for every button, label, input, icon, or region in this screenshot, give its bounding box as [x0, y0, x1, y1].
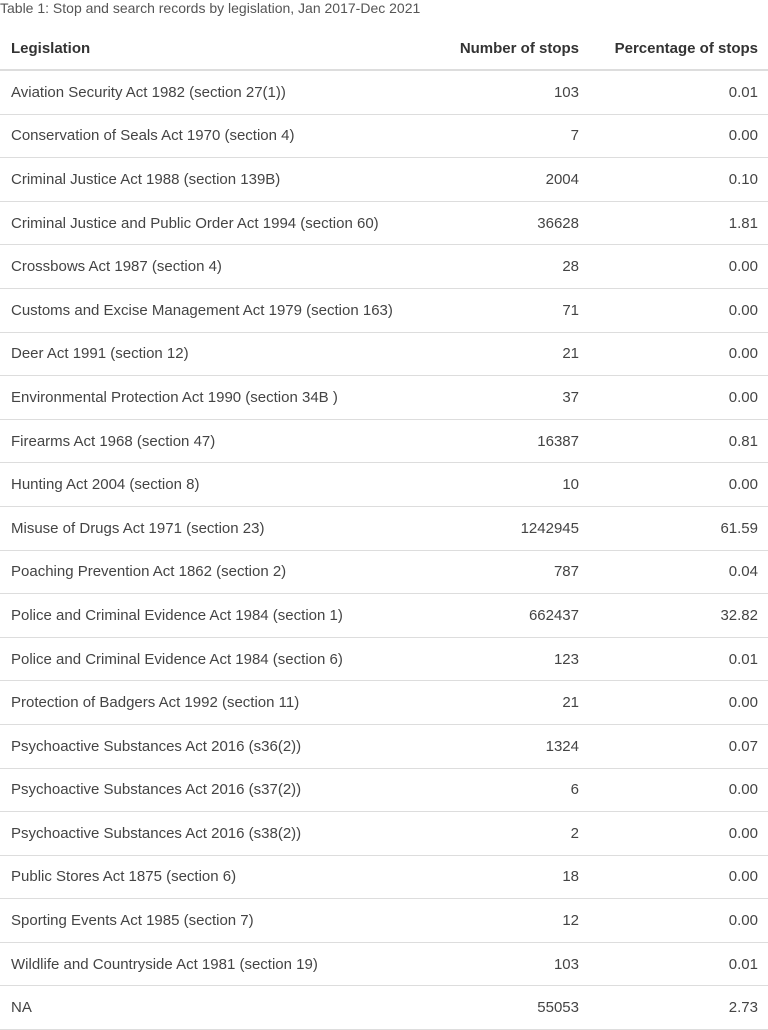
cell-percentage-of-stops: 1.81	[728, 214, 758, 232]
cell-number-of-stops: 787	[553, 563, 579, 581]
table-row	[0, 551, 768, 595]
table-header-row	[0, 27, 768, 71]
cell-number-of-stops: 21	[562, 345, 579, 363]
cell-legislation: Hunting Act 2004 (section 8)	[11, 476, 200, 494]
cell-legislation: Criminal Justice Act 1988 (section 139B)	[11, 170, 281, 188]
table-row	[0, 856, 768, 900]
cell-percentage-of-stops: 0.07	[728, 737, 758, 755]
cell-legislation: Public Stores Act 1875 (section 6)	[11, 868, 237, 886]
table-row	[0, 681, 768, 725]
cell-percentage-of-stops: 0.00	[728, 345, 758, 363]
cell-percentage-of-stops: 0.00	[728, 781, 758, 799]
cell-percentage-of-stops: 0.00	[728, 258, 758, 276]
cell-number-of-stops: 21	[562, 694, 579, 712]
cell-number-of-stops: 28	[562, 258, 579, 276]
cell-percentage-of-stops: 0.04	[728, 563, 758, 581]
cell-legislation: Customs and Excise Management Act 1979 (section 163)	[11, 301, 393, 319]
cell-percentage-of-stops: 0.10	[728, 170, 758, 188]
table-row	[0, 420, 768, 464]
cell-legislation: Sporting Events Act 1985 (section 7)	[11, 912, 254, 930]
cell-percentage-of-stops: 0.00	[728, 868, 758, 886]
cell-percentage-of-stops: 0.01	[728, 650, 758, 668]
table-row	[0, 245, 768, 289]
cell-number-of-stops: 55053	[537, 999, 579, 1017]
table-row	[0, 594, 768, 638]
cell-percentage-of-stops: 0.00	[728, 824, 758, 842]
cell-percentage-of-stops: 61.59	[720, 519, 758, 537]
cell-number-of-stops: 12	[562, 912, 579, 930]
cell-number-of-stops: 16387	[537, 432, 579, 450]
cell-legislation: Deer Act 1991 (section 12)	[11, 345, 189, 363]
cell-legislation: Police and Criminal Evidence Act 1984 (section 1)	[11, 606, 343, 624]
table-row	[0, 333, 768, 377]
cell-legislation: Police and Criminal Evidence Act 1984 (section 6)	[11, 650, 343, 668]
table-row	[0, 899, 768, 943]
column-header-legislation: Legislation	[11, 39, 91, 57]
table-row	[0, 638, 768, 682]
table-caption: Table 1: Stop and search records by legislation, Jan 2017-Dec 2021	[0, 0, 421, 16]
table-body	[0, 71, 768, 1030]
table-row	[0, 986, 768, 1030]
cell-number-of-stops: 37	[562, 388, 579, 406]
column-header-number-of-stops: Number of stops	[459, 39, 579, 57]
cell-legislation: Misuse of Drugs Act 1971 (section 23)	[11, 519, 265, 537]
cell-percentage-of-stops: 0.00	[728, 912, 758, 930]
cell-number-of-stops: 10	[562, 476, 579, 494]
cell-number-of-stops: 71	[562, 301, 579, 319]
cell-percentage-of-stops: 0.81	[728, 432, 758, 450]
cell-number-of-stops: 103	[553, 83, 579, 101]
cell-legislation: Firearms Act 1968 (section 47)	[11, 432, 216, 450]
cell-legislation: Environmental Protection Act 1990 (section 34B )	[11, 388, 338, 406]
table-row	[0, 289, 768, 333]
table-row	[0, 202, 768, 246]
table-row	[0, 376, 768, 420]
cell-legislation: Conservation of Seals Act 1970 (section 4)	[11, 127, 295, 145]
cell-legislation: NA	[11, 999, 32, 1017]
cell-legislation: Wildlife and Countryside Act 1981 (section 19)	[11, 955, 318, 973]
cell-percentage-of-stops: 0.00	[728, 301, 758, 319]
cell-number-of-stops: 18	[562, 868, 579, 886]
table-row	[0, 812, 768, 856]
cell-legislation: Crossbows Act 1987 (section 4)	[11, 258, 222, 276]
table-row	[0, 769, 768, 813]
cell-legislation: Psychoactive Substances Act 2016 (s37(2))	[11, 781, 302, 799]
table-row	[0, 115, 768, 159]
cell-number-of-stops: 123	[553, 650, 579, 668]
cell-percentage-of-stops: 2.73	[728, 999, 758, 1017]
column-header-percentage-of-stops: Percentage of stops	[614, 39, 758, 57]
cell-percentage-of-stops: 0.00	[728, 476, 758, 494]
cell-number-of-stops: 6	[570, 781, 579, 799]
cell-legislation: Protection of Badgers Act 1992 (section 11)	[11, 694, 300, 712]
cell-number-of-stops: 2004	[545, 170, 579, 188]
cell-number-of-stops: 1242945	[520, 519, 579, 537]
cell-percentage-of-stops: 0.00	[728, 694, 758, 712]
cell-legislation: Psychoactive Substances Act 2016 (s38(2))	[11, 824, 302, 842]
legislation-table	[0, 27, 768, 1030]
cell-percentage-of-stops: 0.00	[728, 127, 758, 145]
cell-percentage-of-stops: 0.01	[728, 955, 758, 973]
cell-legislation: Psychoactive Substances Act 2016 (s36(2))	[11, 737, 302, 755]
table-row	[0, 507, 768, 551]
cell-percentage-of-stops: 0.00	[728, 388, 758, 406]
cell-legislation: Criminal Justice and Public Order Act 1994 (section 60)	[11, 214, 379, 232]
cell-number-of-stops: 1324	[545, 737, 579, 755]
cell-number-of-stops: 36628	[537, 214, 579, 232]
cell-percentage-of-stops: 0.01	[728, 83, 758, 101]
table-row	[0, 725, 768, 769]
cell-number-of-stops: 103	[553, 955, 579, 973]
table-row	[0, 463, 768, 507]
table-row	[0, 158, 768, 202]
cell-number-of-stops: 7	[570, 127, 579, 145]
cell-number-of-stops: 662437	[528, 606, 579, 624]
table-row	[0, 943, 768, 987]
cell-legislation: Poaching Prevention Act 1862 (section 2)	[11, 563, 287, 581]
cell-legislation: Aviation Security Act 1982 (section 27(1))	[11, 83, 286, 101]
table-row	[0, 71, 768, 115]
cell-number-of-stops: 2	[570, 824, 579, 842]
cell-percentage-of-stops: 32.82	[720, 606, 758, 624]
